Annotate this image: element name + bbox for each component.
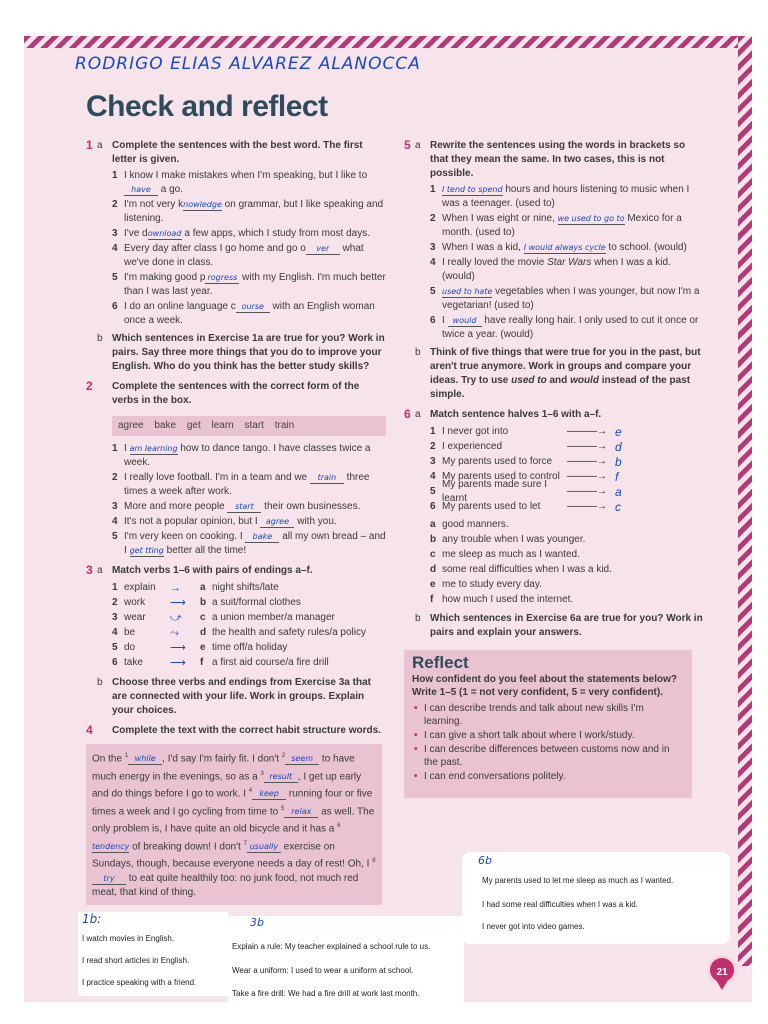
item-number: 4 [430, 470, 436, 482]
match-row [86, 655, 386, 670]
sentence-half: My parents used to let [442, 500, 541, 512]
list-item [430, 183, 704, 211]
handwritten-answer: used to hate [442, 287, 493, 296]
decorative-stripe-top [24, 36, 752, 48]
item-text: their own businesses. [261, 501, 361, 512]
sentence-half: I never got into [442, 425, 509, 437]
exercise-2-heading: 2 Complete the sentences with the correct form of the verbs in the box. [86, 379, 360, 406]
item-text: I'm very keen on cooking. I [124, 531, 246, 542]
ending-item [430, 533, 704, 548]
note-line: Take a fire drill: We had a fire drill at work last month. [232, 989, 420, 998]
item-number: 1 [112, 581, 118, 593]
handwritten-answer: result [264, 772, 298, 783]
handwritten-answer: keep [252, 789, 286, 800]
passage-text: of breaking down! I don't [129, 840, 244, 852]
gap-number: 6 [337, 823, 341, 830]
verb-text: do [124, 641, 136, 653]
handwritten-arrow-icon: ⟶ [170, 641, 186, 654]
ending-item [430, 548, 704, 563]
ending-item [430, 578, 704, 593]
item-text: all my own bread – and I [124, 531, 386, 556]
handwritten-answer: try [92, 874, 126, 885]
gap-number: 1 [124, 753, 129, 759]
passage-text: exercise on Sundays, though, because everyone needs a day of rest! Oh, I [92, 840, 373, 870]
passage-text: , I'd say I'm fairly fit. I don't [162, 753, 282, 765]
right-column [404, 136, 704, 640]
handwritten-answer: start [227, 502, 261, 513]
item-text: what we've done in class. [124, 243, 364, 268]
handwritten-arrow-icon: ———→ [567, 485, 607, 497]
item-text: three times a week after work. [124, 472, 370, 497]
item-number: 3 [112, 228, 118, 239]
note-line: I never got into video games. [482, 922, 585, 931]
item-text: I do an online language c [124, 301, 236, 312]
note-line: Explain a rule: My teacher explained a school rule to us. [232, 942, 431, 951]
list-item [112, 227, 386, 241]
item-number: 3 [112, 611, 118, 623]
passage-text: to have much energy in the evenings, so as a [92, 753, 355, 782]
handwritten-answer: agree [260, 517, 294, 528]
reflect-item: • I can end conversations politely. [412, 770, 684, 783]
reflect-box [404, 650, 692, 798]
exercise-4-text [86, 744, 382, 905]
item-text: have really long hair. I only used to cut it once or twice a year. (would) [442, 315, 699, 340]
handwritten-answer: ver [306, 244, 340, 255]
gap-number: 2 [281, 753, 286, 759]
item-number: 1 [112, 443, 118, 454]
handwritten-answer: relax [284, 807, 318, 818]
exercise-3b-heading: b Choose three verbs and endings from Exercise 3a that are connected with your life. Work in groups. Explain your choices. [97, 677, 371, 716]
item-number: 5 [430, 286, 436, 297]
handwritten-arrow-icon: ———→ [567, 455, 607, 467]
handwritten-arrow-icon: ———→ [567, 425, 607, 437]
match-row [404, 439, 704, 454]
item-text: More and more people [124, 501, 228, 512]
note-line: My parents used to let me sleep as much as I wanted. [482, 876, 674, 885]
ending-text: a suit/formal clothes [212, 596, 301, 608]
list-item [112, 169, 386, 197]
item-text: I've d [124, 228, 148, 239]
sentence-half: I experienced [442, 440, 503, 452]
item-number: 3 [430, 455, 436, 467]
reflect-item: • I can give a short talk about where I work/study. [412, 729, 684, 742]
item-number: 5 [112, 272, 118, 283]
ending-text: some real difficulties when I was a kid. [442, 564, 612, 575]
list-item [112, 198, 386, 226]
item-text: I'm not very k [124, 199, 184, 210]
item-number: 5 [112, 641, 118, 653]
item-text: hours and hours listening to music when I was a teenager. (used to) [442, 184, 690, 209]
ending-letter: b [430, 534, 437, 545]
handwritten-answer: usually [247, 842, 281, 853]
item-text: on grammar, but I like speaking and listening. [124, 199, 384, 224]
list-item [112, 271, 386, 299]
reflect-title: Reflect [412, 653, 469, 672]
exercise-5a-list [404, 183, 704, 342]
item-number: 1 [112, 170, 118, 181]
item-text: I [442, 315, 448, 326]
handwritten-answer: a [615, 484, 622, 499]
handwritten-answer: have [124, 185, 158, 196]
item-text: When I was a kid, [442, 242, 524, 253]
item-text: I know I make mistakes when I'm speaking, but I like to [124, 170, 368, 181]
gap-number: 7 [243, 840, 247, 847]
ending-text: good manners. [442, 519, 509, 530]
item-text: I'm making good p [124, 272, 206, 283]
answer-note-6b [462, 852, 730, 944]
gap-number: 3 [260, 770, 264, 777]
item-number: 6 [430, 500, 436, 512]
list-item [430, 314, 704, 342]
list-item [112, 300, 386, 328]
reflect-item: • I can describe differences between customs now and in the past. [412, 743, 684, 769]
item-text: When I was eight or nine, [442, 213, 558, 224]
handwritten-arrow-icon: ———→ [567, 470, 607, 482]
item-text: vegetables when I was younger, but now I'm a vegetarian! (used to) [442, 286, 700, 311]
gap-number: 4 [248, 788, 253, 795]
ending-text: a union member/a manager [212, 611, 335, 623]
ending-item [430, 593, 704, 608]
list-item [112, 500, 386, 514]
passage-text: running four or five times a week and I go cycling from time to [92, 788, 373, 817]
item-text: I [124, 443, 130, 454]
passage-text: , I get up early and do things before I go to work. I [92, 770, 362, 800]
ending-item [430, 563, 704, 578]
item-text: a few apps, which I study from most days. [181, 228, 371, 239]
verb-text: explain [124, 581, 156, 593]
sentence-half: My parents used to force [442, 455, 553, 467]
page-number-badge: 21 [707, 955, 737, 985]
ending-letter: b [200, 596, 207, 608]
ending-item [430, 518, 704, 533]
ending-text: the health and safety rules/a policy [212, 626, 366, 638]
exercise-6b-heading: b Which sentences in Exercise 6a are true for you? Work in pairs and explain your answers. [415, 613, 703, 638]
reflect-intro: How confident do you feel about the statements below? Write 1–5 (1 = not very confident, 5 = very confident). [412, 674, 678, 698]
item-number: 6 [112, 656, 118, 668]
exercise-3a-matching [86, 580, 386, 670]
item-text: Mexico for a month. (used to) [442, 213, 682, 238]
note-line: Wear a uniform: I used to wear a uniform at school. [232, 966, 414, 975]
handwritten-answer: am learning [129, 444, 178, 453]
ending-text: a first aid course/a fire drill [212, 656, 329, 668]
match-row [86, 580, 386, 595]
note-heading: 6b [478, 854, 492, 867]
handwritten-answer: f [615, 469, 619, 484]
ending-letter: f [430, 594, 434, 605]
item-number: 2 [112, 596, 118, 608]
handwritten-answer: nowledge [183, 200, 222, 209]
verb-text: be [124, 626, 136, 638]
item-text: Every day after class I go home and go o [124, 243, 306, 254]
list-item [112, 242, 386, 270]
verb-text: wear [124, 611, 146, 623]
item-text: a go. [158, 184, 184, 195]
note-heading: 1b: [82, 912, 102, 926]
handwritten-answer: c [615, 499, 621, 514]
match-row [404, 424, 704, 439]
exercise-4-heading: 4 Complete the text with the correct habit structure words. [86, 723, 381, 737]
handwritten-arrow-icon: ⟶ [170, 656, 186, 669]
exercise-number: 1 [86, 138, 93, 152]
exercise-1b-heading: b Which sentences in Exercise 1a are true for you? Work in pairs. Say three more things that you do to improve your English. Who do you think has the better study skills? [97, 333, 385, 372]
passage-text: On the [92, 753, 125, 765]
exercise-1a-list [86, 169, 386, 328]
match-row [86, 595, 386, 610]
exercise-1a-heading: 1 a Complete the sentences with the best word. The first letter is given. [86, 138, 363, 165]
match-row [404, 499, 704, 514]
ending-letter: a [430, 519, 436, 530]
passage-text: as well. The only problem is, I have quite an old bicycle and it has a [92, 805, 375, 835]
item-text: how to dance tango. I have classes twice a week. [124, 443, 371, 468]
match-row [86, 640, 386, 655]
item-text: with my English. I'm much better than I was last year. [124, 272, 386, 297]
handwritten-arrow-icon: ⤳ [170, 626, 179, 639]
handwritten-arrow-icon: ⤻ [170, 611, 182, 624]
handwritten-answer: ownload [147, 229, 182, 238]
decorative-stripe-right [738, 36, 752, 966]
list-item [430, 256, 704, 284]
handwritten-answer: d [615, 439, 622, 454]
ending-text: how much I used the internet. [442, 594, 574, 605]
gap-number: 8 [372, 858, 376, 865]
item-number: 6 [430, 315, 436, 326]
exercise-5a-heading: 5 a Rewrite the sentences using the words in brackets so that they mean the same. In two cases, this is not possible. [404, 138, 686, 179]
note-line: I read short articles in English. [82, 956, 190, 965]
list-item [112, 471, 386, 499]
handwritten-answer: would [448, 316, 482, 327]
handwritten-arrow-icon: → [170, 581, 181, 594]
item-text: when I was a kid. (would) [442, 257, 671, 282]
exercise-6a-endings [404, 518, 704, 608]
page-number-pin-tip [716, 980, 728, 990]
handwritten-answer: I tend to spend [442, 185, 503, 194]
ending-letter: e [200, 641, 206, 653]
handwritten-arrow-icon: ⟶ [170, 596, 186, 609]
item-number: 2 [430, 213, 436, 224]
list-item [430, 285, 704, 313]
verb-text: take [124, 656, 143, 668]
item-number: 3 [112, 501, 118, 512]
match-row [86, 625, 386, 640]
page-title: Check and reflect [86, 90, 328, 123]
note-line: I practice speaking with a friend. [82, 978, 197, 987]
list-item [430, 212, 704, 240]
item-text: to school. (would) [605, 242, 687, 253]
exercise-5b-heading: b Think of five things that were true for you in the past, but aren't true anymore. Work in groups and compare your ideas. Try to use used to and would instead of the past simple. [415, 347, 701, 400]
ending-text: any trouble when I was younger. [442, 534, 586, 545]
verb-text: work [124, 596, 146, 608]
item-number: 1 [430, 184, 436, 195]
handwritten-answer: get tting [129, 546, 164, 555]
item-number: 5 [430, 485, 436, 497]
ending-text: me to study every day. [442, 579, 542, 590]
item-number: 1 [430, 425, 436, 437]
ending-letter: e [430, 579, 436, 590]
handwritten-answer: b [615, 454, 622, 469]
reflect-item: • I can describe trends and talk about new skills I'm learning. [412, 702, 684, 728]
item-text: It's not a popular opinion, but I [124, 516, 261, 527]
ending-letter: d [430, 564, 437, 575]
item-text: Star Wars [547, 257, 592, 268]
ending-letter: f [200, 656, 204, 668]
item-number: 2 [112, 472, 118, 483]
handwritten-answer: ourse [236, 302, 270, 313]
item-text: better all the time! [163, 545, 247, 556]
list-item [430, 241, 704, 255]
word-box: agree bake get learn start train [112, 416, 386, 436]
ending-text: night shifts/late [212, 581, 279, 593]
item-number: 4 [112, 516, 118, 527]
item-text: with an English woman once a week. [124, 301, 375, 326]
ending-text: me sleep as much as I wanted. [442, 549, 580, 560]
ending-text: time off/a holiday [212, 641, 288, 653]
answer-note-3b [228, 916, 464, 1002]
item-number: 4 [112, 243, 118, 254]
exercise-2-list [86, 442, 386, 558]
note-heading: 3b [250, 916, 264, 929]
gap-number: 5 [280, 805, 285, 812]
item-number: 2 [430, 440, 436, 452]
exercise-6a-matching [404, 424, 704, 514]
handwritten-answer: bake [245, 532, 279, 543]
note-line: I had some real difficulties when I was a kid. [482, 900, 638, 909]
handwritten-answer: seem [285, 754, 319, 765]
answer-note-1b [78, 912, 228, 996]
handwritten-answer: we used to go to [557, 214, 625, 223]
item-number: 5 [112, 531, 118, 542]
item-number: 6 [112, 301, 118, 312]
item-number: 2 [112, 199, 118, 210]
item-number: 4 [112, 626, 118, 638]
handwritten-answer: I would always cycle [523, 243, 606, 252]
ending-letter: c [430, 549, 436, 560]
handwritten-answer: rogress [205, 273, 239, 284]
reflect-list [412, 702, 684, 783]
match-row [404, 454, 704, 469]
exercise-6a-heading: 6 a Match sentence halves 1–6 with a–f. [404, 407, 602, 421]
handwritten-arrow-icon: ———→ [567, 440, 607, 452]
handwritten-answer: while [128, 754, 162, 765]
match-row [86, 610, 386, 625]
passage-text: to eat quite healthily too: no junk food, not much red meat, that kind of thing. [92, 872, 359, 898]
handwritten-answer: tendency [92, 841, 130, 851]
student-name: RODRIGO ELIAS ALVAREZ ALANOCCA [75, 54, 421, 74]
handwritten-arrow-icon: ———→ [567, 500, 607, 512]
match-row [404, 478, 704, 504]
ending-letter: d [200, 626, 207, 638]
ending-letter: a [200, 581, 206, 593]
note-line: I watch movies in English. [82, 934, 175, 943]
list-item [112, 515, 386, 529]
handwritten-answer: e [615, 424, 622, 439]
list-item [112, 530, 386, 558]
item-text: I really loved the movie [442, 257, 548, 268]
item-text: with you. [294, 516, 337, 527]
sentence-half: My parents used to control [442, 470, 560, 482]
list-item [112, 442, 386, 470]
left-column [86, 136, 386, 905]
sentence-half: My parents made sure I learnt [442, 478, 548, 504]
item-text: I really love football. I'm in a team and we [124, 472, 310, 483]
item-number: 3 [430, 242, 436, 253]
handwritten-answer: train [310, 473, 344, 484]
ending-letter: c [200, 611, 206, 623]
item-number: 4 [430, 257, 436, 268]
exercise-3a-heading: 3 a Match verbs 1–6 with pairs of endings a–f. [86, 563, 313, 577]
